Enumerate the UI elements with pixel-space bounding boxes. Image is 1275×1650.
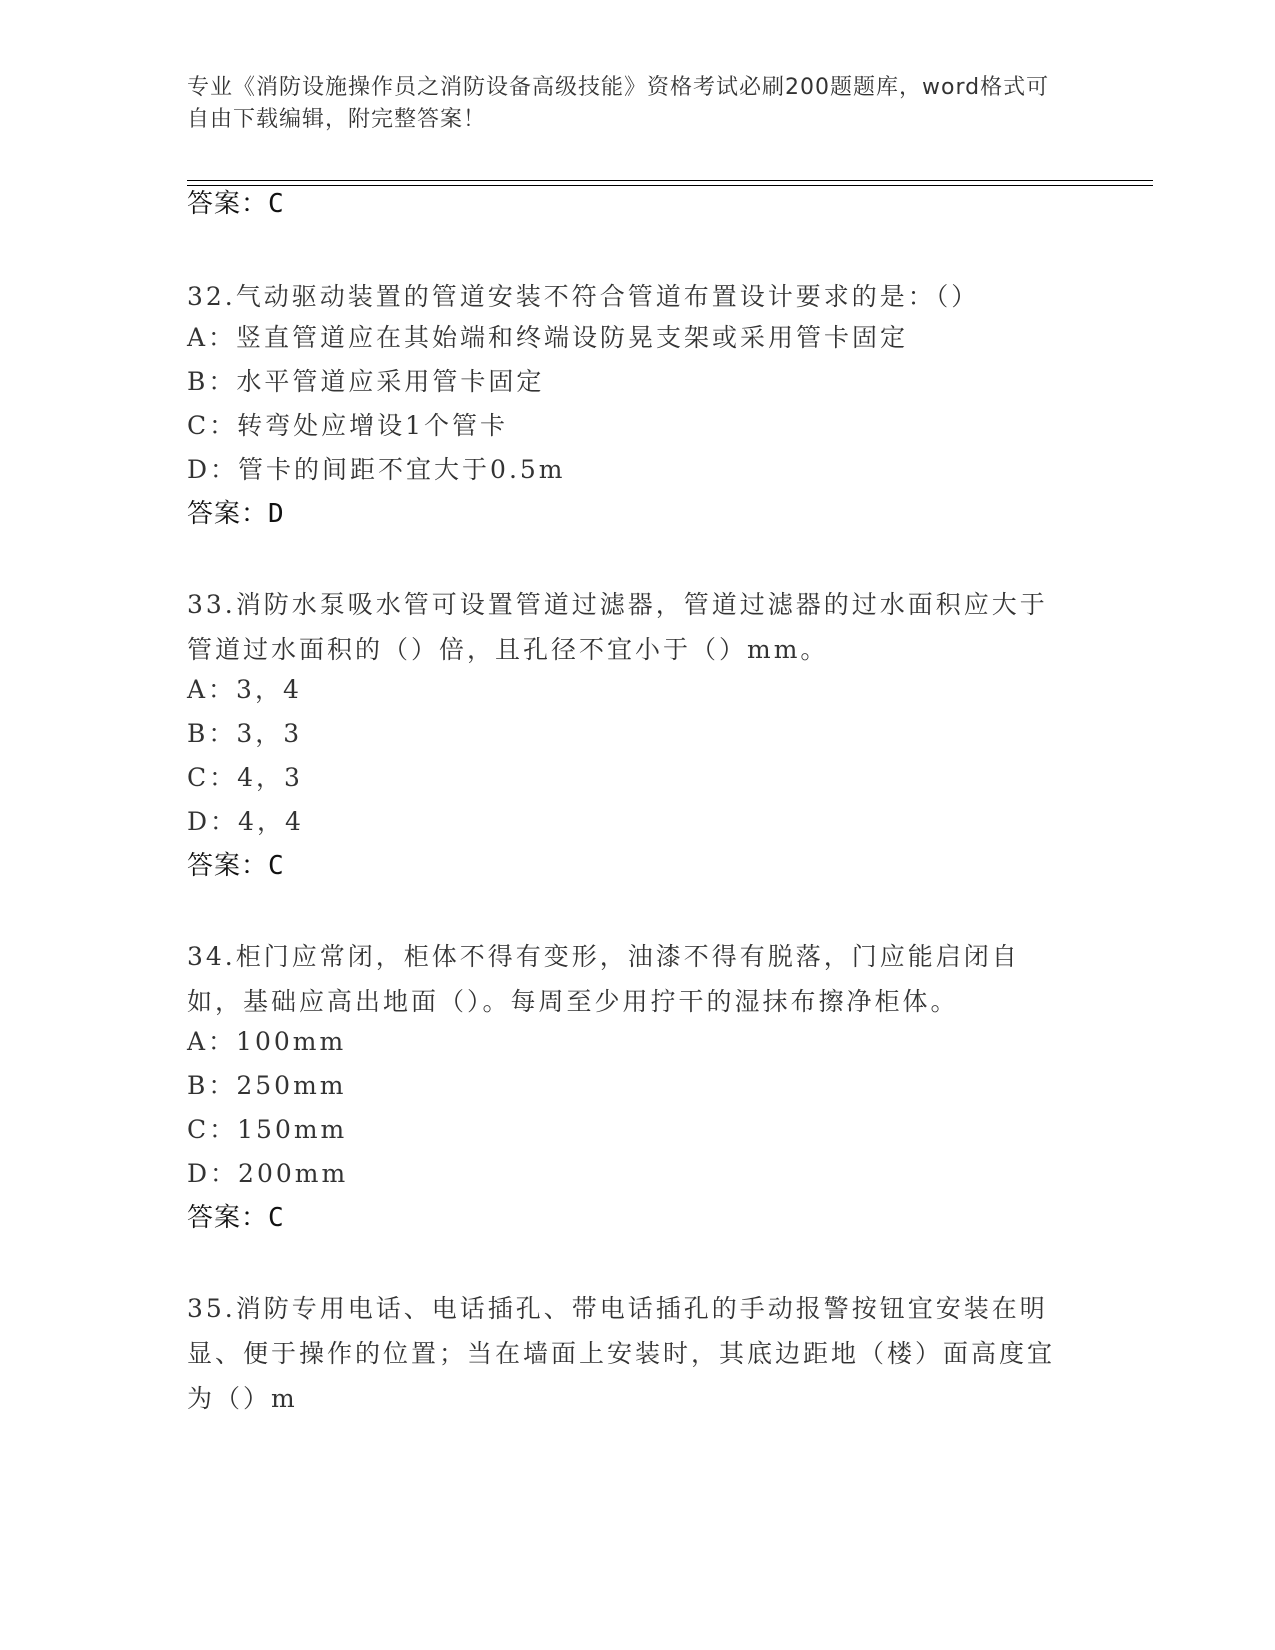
answer-label: 答案：: [187, 851, 269, 881]
answer-value: C: [268, 1203, 285, 1233]
question-34-stem: 34.柜门应常闭，柜体不得有变形，油漆不得有脱落，门应能启闭自如，基础应高出地面（）。每周至少用拧干的湿抹布擦净柜体。: [187, 942, 1020, 1016]
document-header: 专业《消防设施操作员之消防设备高级技能》资格考试必刷200题题库，word格式可自由下载编辑，附完整答案！: [187, 75, 1050, 132]
header-rule-bottom: [187, 185, 1153, 186]
question-32-option-d: D：管卡的间距不宜大于0.5m: [187, 455, 566, 484]
header-rule-top: [187, 180, 1153, 181]
previous-answer: [187, 188, 285, 220]
answer-label: 答案：: [187, 499, 269, 529]
question-33-option-a: A：3，4: [187, 675, 302, 704]
question-32-option-a: A：竖直管道应在其始端和终端设防晃支架或采用管卡固定: [187, 323, 909, 352]
question-33-answer: [187, 850, 285, 882]
question-34-answer: [187, 1202, 285, 1234]
question-33-option-b: B：3，3: [187, 719, 303, 748]
question-34-option-b: B：250mm: [187, 1071, 347, 1100]
answer-label: 答案：: [187, 189, 269, 219]
question-33-option-c: C：4，3: [187, 763, 303, 792]
answer-value: C: [268, 189, 285, 219]
question-35-stem: 35.消防专用电话、电话插孔、带电话插孔的手动报警按钮宜安装在明显、便于操作的位置；当在墙面上安装时，其底边距地（楼）面高度宜为（）m: [187, 1294, 1056, 1413]
question-32-answer: [187, 498, 285, 530]
answer-value: C: [268, 851, 285, 881]
question-33-option-d: D：4，4: [187, 807, 304, 836]
question-33-stem: 33.消防水泵吸水管可设置管道过滤器，管道过滤器的过水面积应大于管道过水面积的（）倍，且孔径不宜小于（）mm。: [187, 590, 1048, 664]
answer-label: 答案：: [187, 1203, 269, 1233]
answer-value: D: [268, 499, 285, 529]
question-34-option-d: D：200mm: [187, 1159, 349, 1188]
question-34-option-a: A：100mm: [187, 1027, 347, 1056]
question-32-stem: 32.气动驱动装置的管道安装不符合管道布置设计要求的是：（）: [187, 282, 980, 311]
question-32-option-c: C：转弯处应增设1个管卡: [187, 411, 509, 440]
question-34-option-c: C：150mm: [187, 1115, 348, 1144]
question-32-option-b: B：水平管道应采用管卡固定: [187, 367, 545, 396]
